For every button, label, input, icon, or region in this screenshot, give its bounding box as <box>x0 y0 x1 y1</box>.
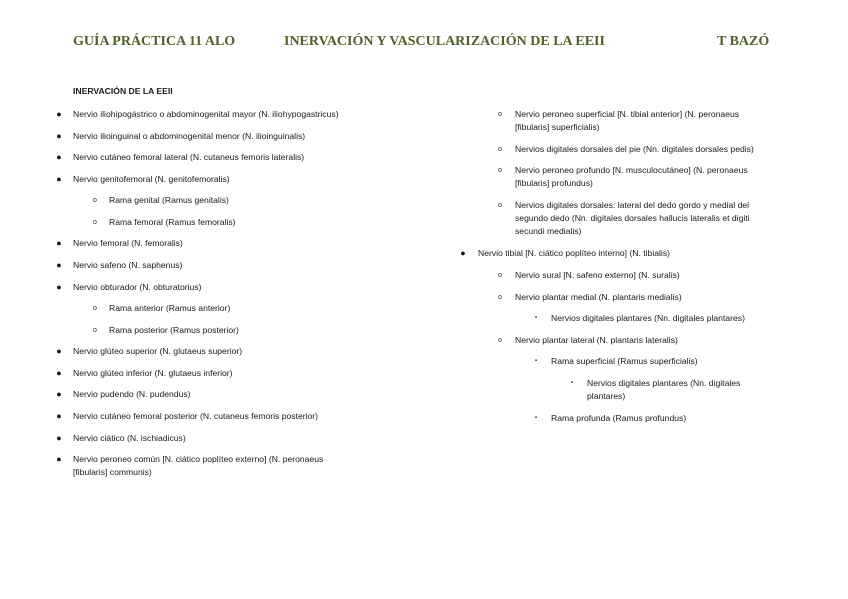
list-item-text: Nervios digitales plantares (Nn. digitales plantares) <box>551 313 745 323</box>
bullet-circle-icon: o <box>93 219 97 226</box>
bullet-disc-icon: ● <box>460 248 466 258</box>
list-item-text-line-2: segundo dedo (Nn. digitales dorsales hallucis lateralis et digiti <box>515 213 750 223</box>
list-item-text: Nervio iliohipogástrico o abdominogenital mayor (N. iliohypogastricus) <box>73 109 339 119</box>
list-item-text: Nervio ciático (N. ischiadicus) <box>73 433 186 443</box>
bullet-disc-icon: ● <box>56 131 62 141</box>
bullet-circle-icon: o <box>498 272 502 279</box>
bullet-disc-icon: ● <box>56 282 62 292</box>
list-item-text: Nervio cutáneo femoral posterior (N. cutaneus femoris posterior) <box>73 411 319 421</box>
list-item-text-line-1: Nervios digitales dorsales: lateral del dedo gordo y medial del <box>515 200 750 210</box>
bullet-disc-icon: ● <box>56 260 62 270</box>
list-item-text: Nervio ilioinguinal o abdominogenital menor (N. ilioinguinalis) <box>73 131 306 141</box>
bullet-circle-icon: o <box>93 197 97 204</box>
list-item-text-line-1: Nervio peroneo superficial [N. tibial anterior] (N. peronaeus <box>515 109 740 119</box>
bullet-disc-icon: ● <box>56 152 62 162</box>
header-document-title: INERVACIÓN Y VASCULARIZACIÓN DE LA EEII <box>284 34 605 49</box>
list-item-text: Nervio glúteo inferior (N. glutaeus inferior) <box>73 368 233 378</box>
bullet-circle-icon: o <box>93 327 97 334</box>
list-item-text: Nervio tibial [N. ciático poplíteo interno] (N. tibialis) <box>478 248 671 258</box>
list-item-text: Nervio plantar medial (N. plantaris medialis) <box>515 292 682 302</box>
bullet-disc-icon: ● <box>56 389 62 399</box>
bullet-circle-icon: o <box>498 146 502 153</box>
bullet-square-icon: ▪ <box>534 315 538 321</box>
bullet-circle-icon: o <box>93 305 97 312</box>
list-item-text: Nervio safeno (N. saphenus) <box>73 260 183 270</box>
bullet-square-icon: ▪ <box>534 415 538 421</box>
list-item-text: Nervio cutáneo femoral lateral (N. cutaneus femoris lateralis) <box>73 152 305 162</box>
bullet-disc-icon: ● <box>56 238 62 248</box>
list-item-text-line-2: plantares) <box>587 391 626 401</box>
list-item-text-line-1: Nervio peroneo común [N. ciático poplíteo externo] (N. peronaeus <box>73 454 324 464</box>
bullet-circle-icon: o <box>498 167 502 174</box>
header-course-title: GUÍA PRÁCTICA 11 ALO <box>73 34 236 49</box>
list-item-text-line-1: Nervio peroneo profundo [N. musculocutáneo] (N. peronaeus <box>515 165 748 175</box>
list-item-text: Rama anterior (Ramus anterior) <box>109 303 231 313</box>
list-item-text: Nervios digitales dorsales del pie (Nn. digitales dorsales pedis) <box>515 144 754 154</box>
list-item-text-line-3: secundi medialis) <box>515 226 582 236</box>
list-item-text-line-2: [fibularis] superficialis) <box>515 122 600 132</box>
list-item-text: Rama posterior (Ramus posterior) <box>109 325 239 335</box>
bullet-disc-icon: ● <box>56 368 62 378</box>
section-title: INERVACIÓN DE LA EEII <box>73 86 173 96</box>
bullet-disc-icon: ● <box>56 411 62 421</box>
bullet-square-icon: ▪ <box>570 380 574 386</box>
list-item-text: Nervio plantar lateral (N. plantaris lateralis) <box>515 335 678 345</box>
list-item-text: Nervio obturador (N. obturatorius) <box>73 282 202 292</box>
bullet-disc-icon: ● <box>56 433 62 443</box>
list-item-text: Nervio genitofemoral (N. genitofemoralis) <box>73 174 230 184</box>
list-item-text: Rama femoral (Ramus femoralis) <box>109 217 236 227</box>
list-item-text: Nervio femoral (N. femoralis) <box>73 238 183 248</box>
list-item-text: Rama superficial (Ramus superficialis) <box>551 356 698 366</box>
bullet-circle-icon: o <box>498 337 502 344</box>
bullet-disc-icon: ● <box>56 109 62 119</box>
list-item-text-line-2: [fibularis] profundus) <box>515 178 593 188</box>
header-author: T BAZÓ <box>717 34 770 49</box>
list-item-text-line-1: Nervios digitales plantares (Nn. digitales <box>587 378 741 388</box>
list-item-text: Rama profunda (Ramus profundus) <box>551 413 687 423</box>
bullet-disc-icon: ● <box>56 346 62 356</box>
bullet-circle-icon: o <box>498 111 502 118</box>
bullet-disc-icon: ● <box>56 454 62 464</box>
list-item-text-line-2: [fibularis] communis) <box>73 467 152 477</box>
list-item-text: Nervio pudendo (N. pudendus) <box>73 389 191 399</box>
list-item-text: Rama genital (Ramus genitalis) <box>109 195 229 205</box>
bullet-square-icon: ▪ <box>534 358 538 364</box>
list-item-text: Nervio glúteo superior (N. glutaeus superior) <box>73 346 243 356</box>
bullet-circle-icon: o <box>498 202 502 209</box>
list-item-text: Nervio sural [N. safeno externo] (N. suralis) <box>515 270 680 280</box>
bullet-circle-icon: o <box>498 294 502 301</box>
bullet-disc-icon: ● <box>56 174 62 184</box>
